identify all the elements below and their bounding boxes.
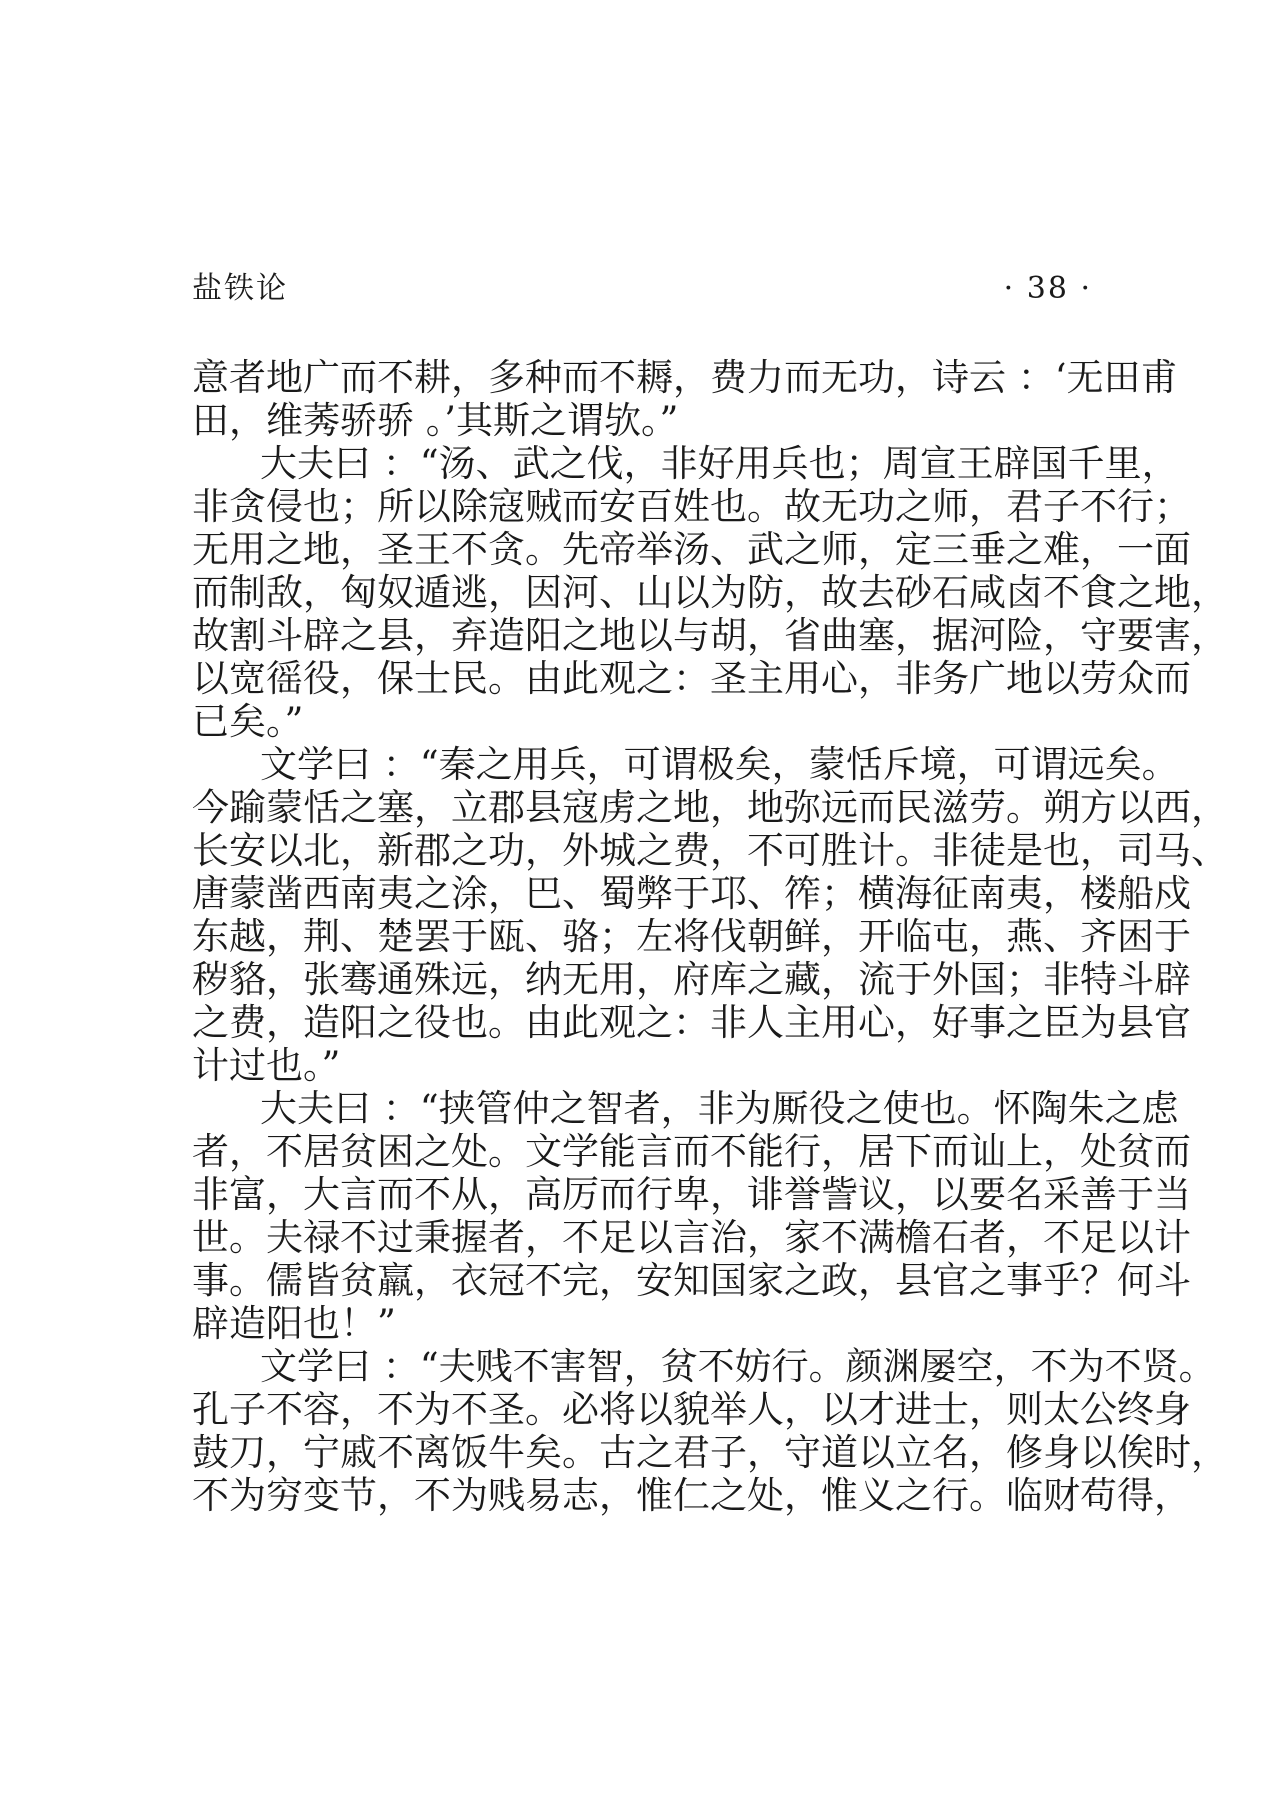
text-line: 世。夫禄不过秉握者，不足以言治，家不满檐石者，不足以计 <box>192 1216 1191 1259</box>
text-line: 计过也。” <box>192 1044 341 1087</box>
text-line: 东越，荆、楚罢于瓯、骆；左将伐朝鲜，开临屯，燕、齐困于 <box>192 915 1191 958</box>
text-line: 鼓刀，宁戚不离饭牛矣。古之君子，守道以立名，修身以俟时， <box>192 1431 1228 1474</box>
text-line: 无用之地，圣王不贪。先帝举汤、武之师，定三垂之难，一面 <box>192 528 1191 571</box>
text-line: 孔子不容，不为不圣。必将以貌举人，以才进士，则太公终身 <box>192 1388 1191 1431</box>
book-title: 盐铁论 <box>192 271 288 306</box>
text-line: 意者地广而不耕，多种而不耨，费力而无功，诗云 ：‘无田甫 <box>192 356 1178 399</box>
text-line: 大夫曰 ：“挟管仲之智者，非为厮役之使也。怀陶朱之虑 <box>260 1087 1179 1130</box>
text-line: 已矣。” <box>192 700 304 743</box>
page-header <box>192 266 1092 312</box>
text-line: 长安以北，新郡之功，外城之费，不可胜计。非徒是也，司马、 <box>192 829 1228 872</box>
text-line: 非贪侵也；所以除寇贼而安百姓也。故无功之师，君子不行； <box>192 485 1191 528</box>
text-line: 大夫曰 ：“汤、武之伐，非好用兵也；周宣王辟国千里， <box>260 442 1179 485</box>
text-line: 文学曰 ：“夫贱不害智，贫不妨行。颜渊屡空，不为不贤。 <box>260 1345 1216 1388</box>
text-line: 者，不居贫困之处。文学能言而不能行，居下而讪上，处贫而 <box>192 1130 1191 1173</box>
text-line: 而制敌，匈奴遁逃，因河、山以为防，故去砂石咸卤不食之地， <box>192 571 1228 614</box>
text-line: 事。儒皆贫羸，衣冠不完，安知国家之政，县官之事乎？何斗 <box>192 1259 1191 1302</box>
text-line: 故割斗辟之县，弃造阳之地以与胡，省曲塞，据河险，守要害， <box>192 614 1228 657</box>
page-number: · 38 · <box>1003 271 1092 306</box>
text-line: 之费，造阳之役也。由此观之：非人主用心，好事之臣为县官 <box>192 1001 1191 1044</box>
text-line: 以宽徭役，保士民。由此观之：圣主用心，非务广地以劳众而 <box>192 657 1191 700</box>
text-line: 唐蒙凿西南夷之涂，巴、蜀弊于邛、筰；横海征南夷，楼船戍 <box>192 872 1191 915</box>
text-line: 辟造阳也！” <box>192 1302 396 1345</box>
text-line: 田，维莠骄骄 。’其斯之谓欤。” <box>192 399 679 442</box>
text-line: 秽貉，张骞通殊远，纳无用，府库之藏，流于外国；非特斗辟 <box>192 958 1191 1001</box>
text-line: 不为穷变节，不为贱易志，惟仁之处，惟义之行。临财苟得， <box>192 1474 1191 1517</box>
text-line: 非富，大言而不从，高厉而行卑，诽誉訾议，以要名采善于当 <box>192 1173 1191 1216</box>
body-text <box>192 356 1228 1517</box>
text-line: 今踰蒙恬之塞，立郡县寇虏之地，地弥远而民滋劳。朔方以西， <box>192 786 1228 829</box>
text-line: 文学曰 ：“秦之用兵，可谓极矣，蒙恬斥境，可谓远矣。 <box>260 743 1179 786</box>
